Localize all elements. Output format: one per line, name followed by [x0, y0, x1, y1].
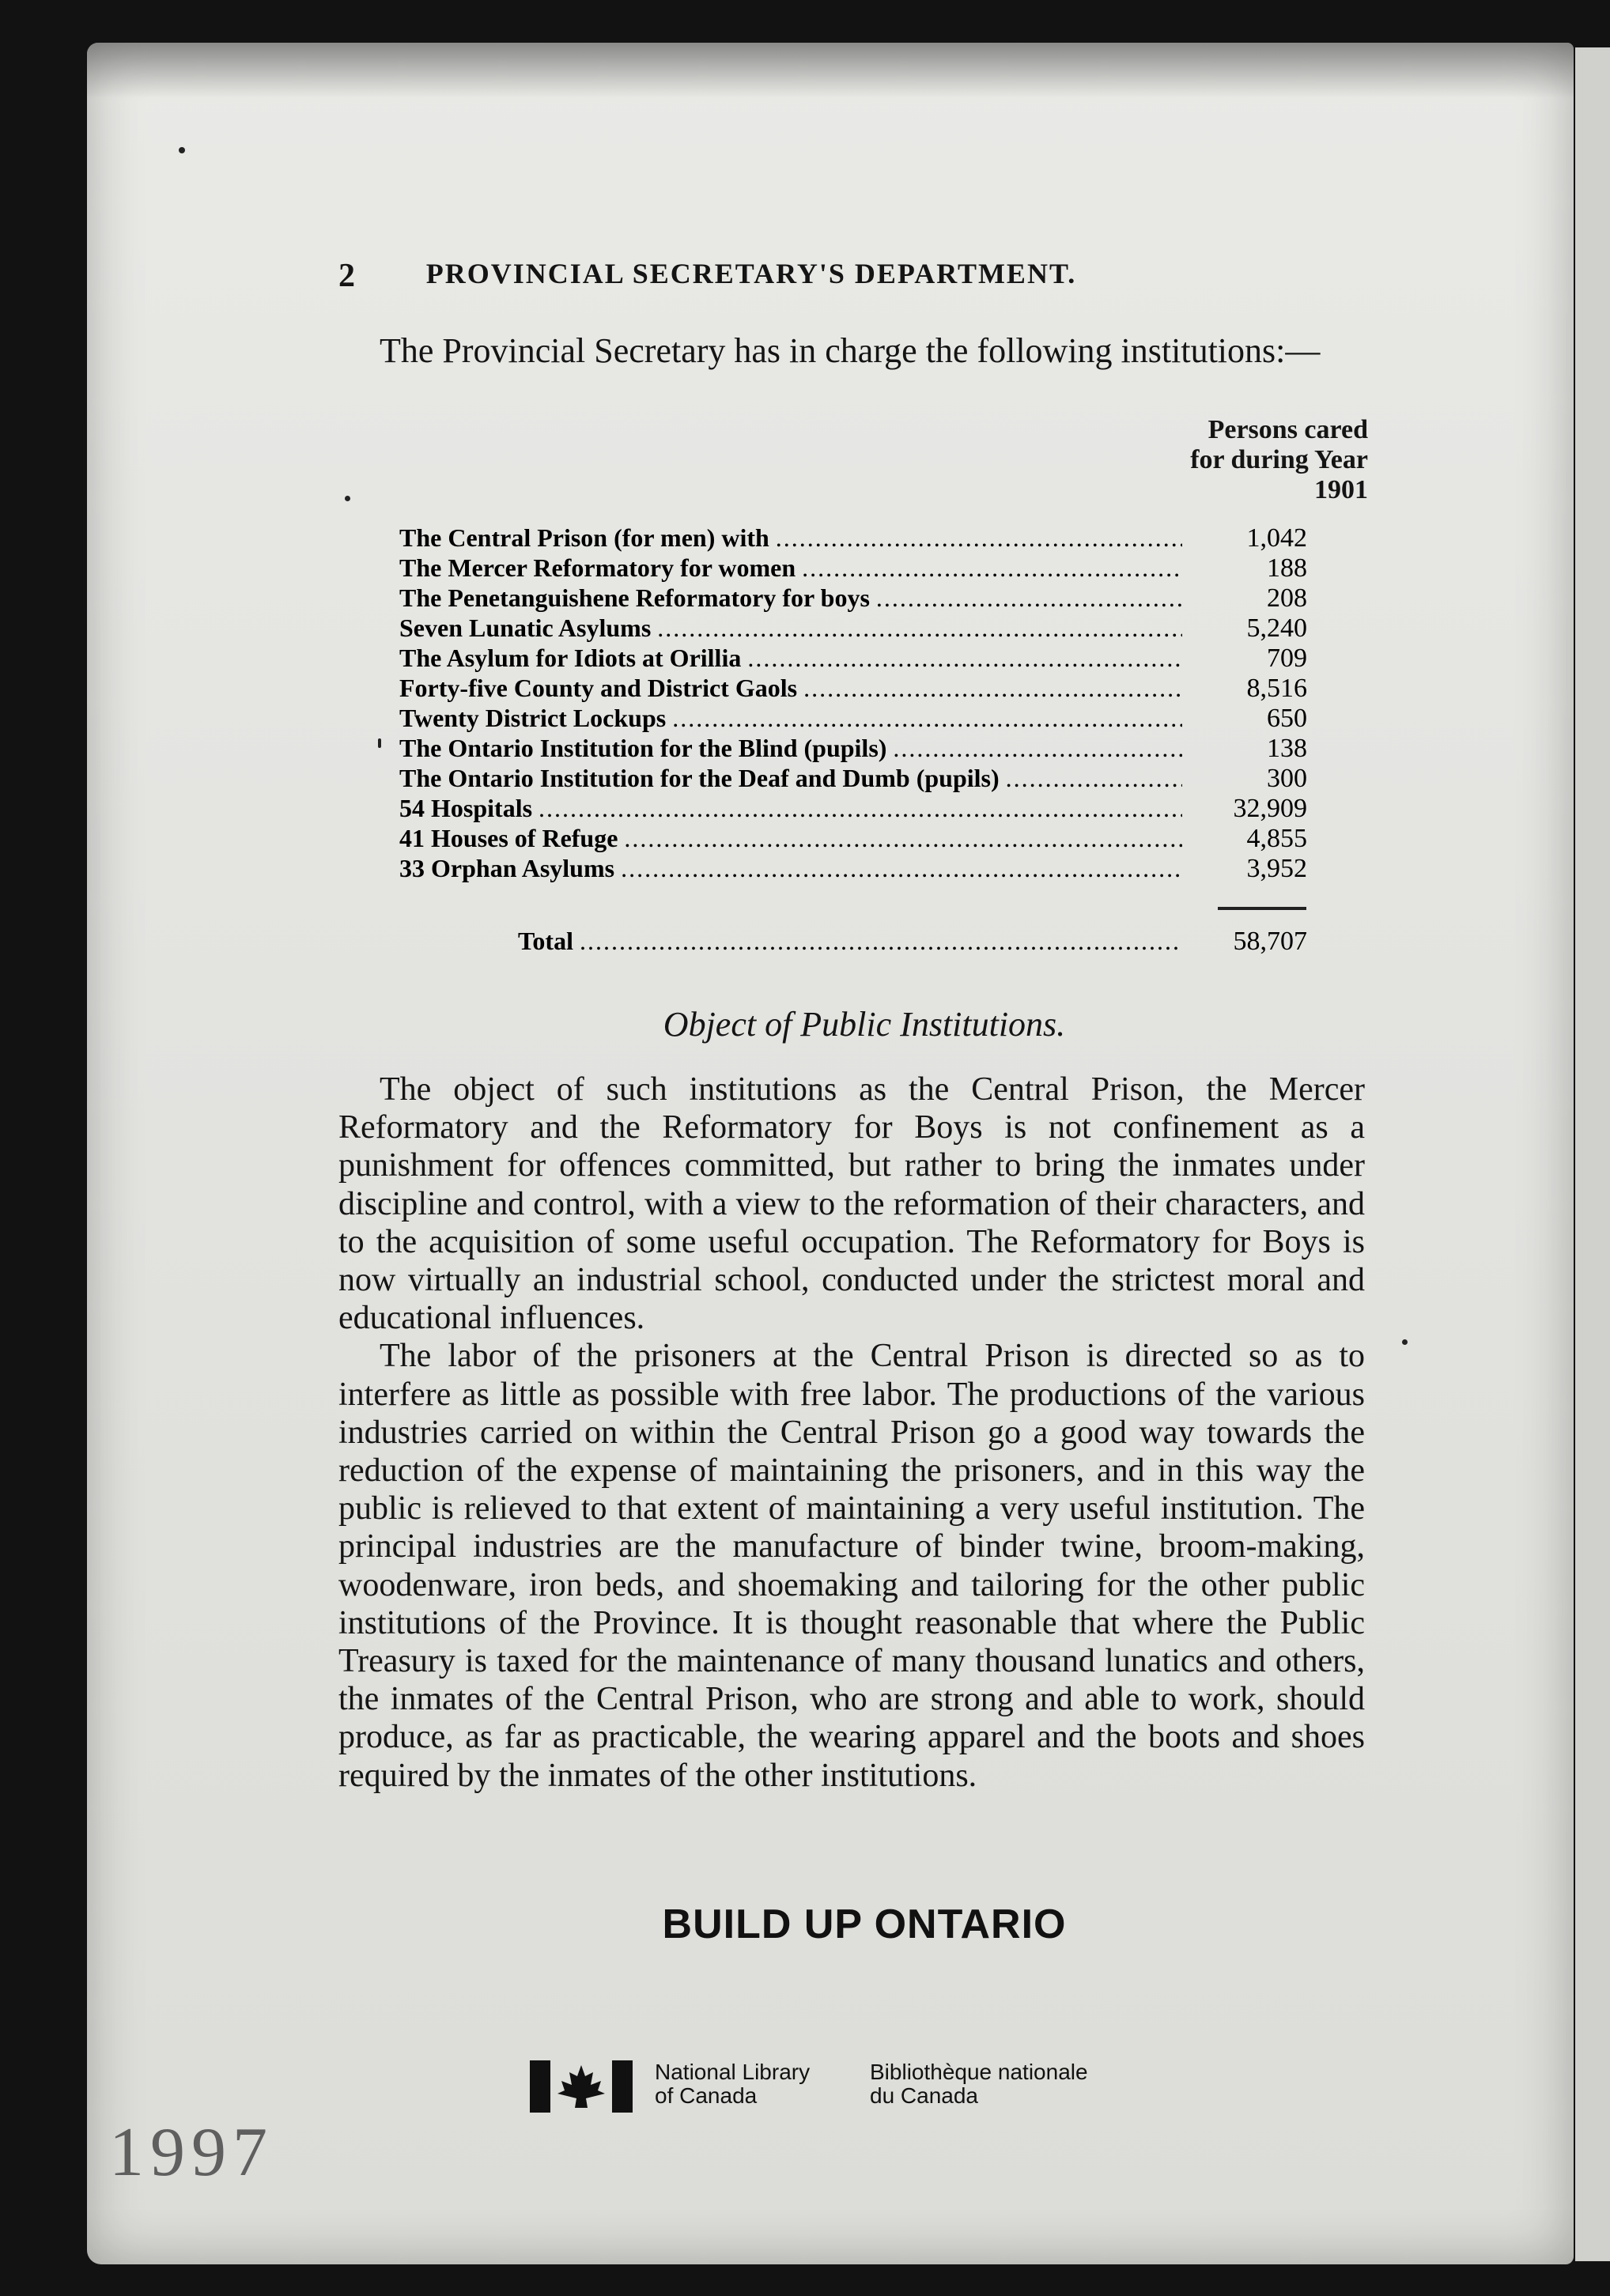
row-value: 4,855 — [1246, 824, 1307, 853]
stamp-year: 1997 — [109, 2114, 274, 2191]
leader-dots — [672, 704, 1182, 733]
page-number: 2 — [338, 258, 355, 294]
scan-speck — [179, 147, 185, 153]
canada-flag-icon — [530, 2059, 633, 2114]
row-value: 5,240 — [1246, 614, 1307, 643]
institutions-table — [399, 523, 1307, 884]
running-header: PROVINCIAL SECRETARY'S DEPARTMENT. — [425, 258, 1077, 289]
leader-dots — [621, 854, 1182, 883]
row-value: 32,909 — [1233, 794, 1307, 823]
table-row — [399, 794, 1307, 824]
leader-dots — [657, 614, 1182, 643]
section-heading: Object of Public Institutions. — [663, 1005, 1066, 1044]
table-row — [399, 674, 1307, 704]
total-row — [518, 927, 1307, 957]
row-label: 54 Hospitals — [399, 794, 533, 822]
row-value: 3,952 — [1246, 854, 1307, 883]
table-row — [399, 854, 1307, 884]
paper-top-edge — [87, 43, 1574, 98]
library-name-line: Bibliothèque nationale — [870, 2060, 1088, 2084]
row-label: Twenty District Lockups — [399, 704, 667, 732]
leader-dots — [580, 927, 1182, 956]
row-value: 208 — [1267, 583, 1307, 613]
row-value: 138 — [1267, 734, 1307, 763]
library-name-line: National Library — [655, 2060, 811, 2084]
scan-speck — [1402, 1339, 1408, 1345]
adjacent-page-edge — [1575, 47, 1610, 2261]
table-row — [399, 553, 1307, 583]
row-value: 709 — [1267, 644, 1307, 673]
table-row — [399, 704, 1307, 734]
total-rule — [1218, 907, 1306, 910]
scan-speck — [345, 496, 350, 501]
row-value: 1,042 — [1246, 523, 1307, 553]
table-row — [399, 644, 1307, 674]
row-label: The Ontario Institution for the Blind (pupils) — [399, 734, 887, 762]
library-name-french — [870, 2060, 1088, 2108]
row-value: 300 — [1267, 764, 1307, 793]
row-label: The Asylum for Idiots at Orillia — [399, 644, 742, 672]
total-label: Total — [518, 927, 573, 955]
table-row — [518, 927, 1307, 957]
leader-dots — [776, 523, 1182, 553]
leader-dots — [624, 824, 1182, 853]
row-label: The Mercer Reformatory for women — [399, 553, 796, 582]
column-heading-line: for during Year — [1190, 445, 1368, 474]
row-value: 8,516 — [1246, 674, 1307, 703]
paragraph: The object of such institutions as the Central Prison, the Mercer Reformatory and the Reformatory for Boys is not confinement as a punishment for offences committed, but rather to bring the inmates under discipline and control, with a view to the reformation of their characters, and to the acquisition of some useful occupation. The Reformatory for Boys is now virtually an industrial school, conducted under the strictest moral and educational influences. — [338, 1071, 1365, 1337]
library-name-english — [655, 2060, 810, 2108]
table-row — [399, 523, 1307, 553]
table-row — [399, 583, 1307, 614]
leader-dots — [539, 794, 1182, 823]
column-heading — [1123, 415, 1368, 505]
leader-dots — [803, 674, 1182, 703]
library-name-line: of Canada — [655, 2083, 758, 2108]
body-text — [338, 1071, 1365, 1795]
row-value: 650 — [1267, 704, 1307, 733]
row-label: 41 Houses of Refuge — [399, 824, 618, 852]
row-label: The Central Prison (for men) with — [399, 523, 769, 552]
row-label: The Ontario Institution for the Deaf and Dumb (pupils) — [399, 764, 1000, 792]
row-value: 188 — [1267, 553, 1307, 583]
table-row — [399, 824, 1307, 854]
leader-dots — [893, 734, 1182, 763]
row-label: Seven Lunatic Asylums — [399, 614, 652, 642]
table-row — [399, 764, 1307, 794]
column-heading-line: Persons cared — [1208, 415, 1368, 444]
table-row — [399, 734, 1307, 764]
leader-dots — [876, 583, 1182, 613]
column-heading-line: 1901 — [1314, 475, 1368, 504]
row-label: Forty-five County and District Gaols — [399, 674, 798, 702]
total-value: 58,707 — [1233, 927, 1307, 956]
slogan: BUILD UP ONTARIO — [662, 1901, 1067, 1947]
leader-dots — [802, 553, 1182, 583]
row-label: The Penetanguishene Reformatory for boys — [399, 583, 870, 612]
paragraph: The labor of the prisoners at the Central Prison is directed so as to interfere as little as possible with free labor. The productions of the various industries carried on within the Central Prison go a good way towards the reduction of the expense of maintaining the prisoners, and in this way the public is relieved to that extent of maintaining a very useful institution. The principal industries are the manufacture of binder twine, broom-making, woodenware, iron beds, and shoemaking and tailoring for the other public institutions of the Province. It is thought reasonable that where the Public Treasury is taxed for the maintenance of many thousand lunatics and others, the inmates of the Central Prison, who are strong and able to work, should produce, as far as practicable, the wearing apparel and the boots and shoes required by the inmates of the other institutions. — [338, 1338, 1365, 1794]
scan-speck — [378, 738, 381, 748]
library-name-line: du Canada — [870, 2083, 979, 2108]
leader-dots — [747, 644, 1182, 673]
leader-dots — [1006, 764, 1182, 793]
row-label: 33 Orphan Asylums — [399, 854, 615, 882]
table-row — [399, 614, 1307, 644]
intro-paragraph: The Provincial Secretary has in charge the following institutions:— — [380, 331, 1321, 370]
